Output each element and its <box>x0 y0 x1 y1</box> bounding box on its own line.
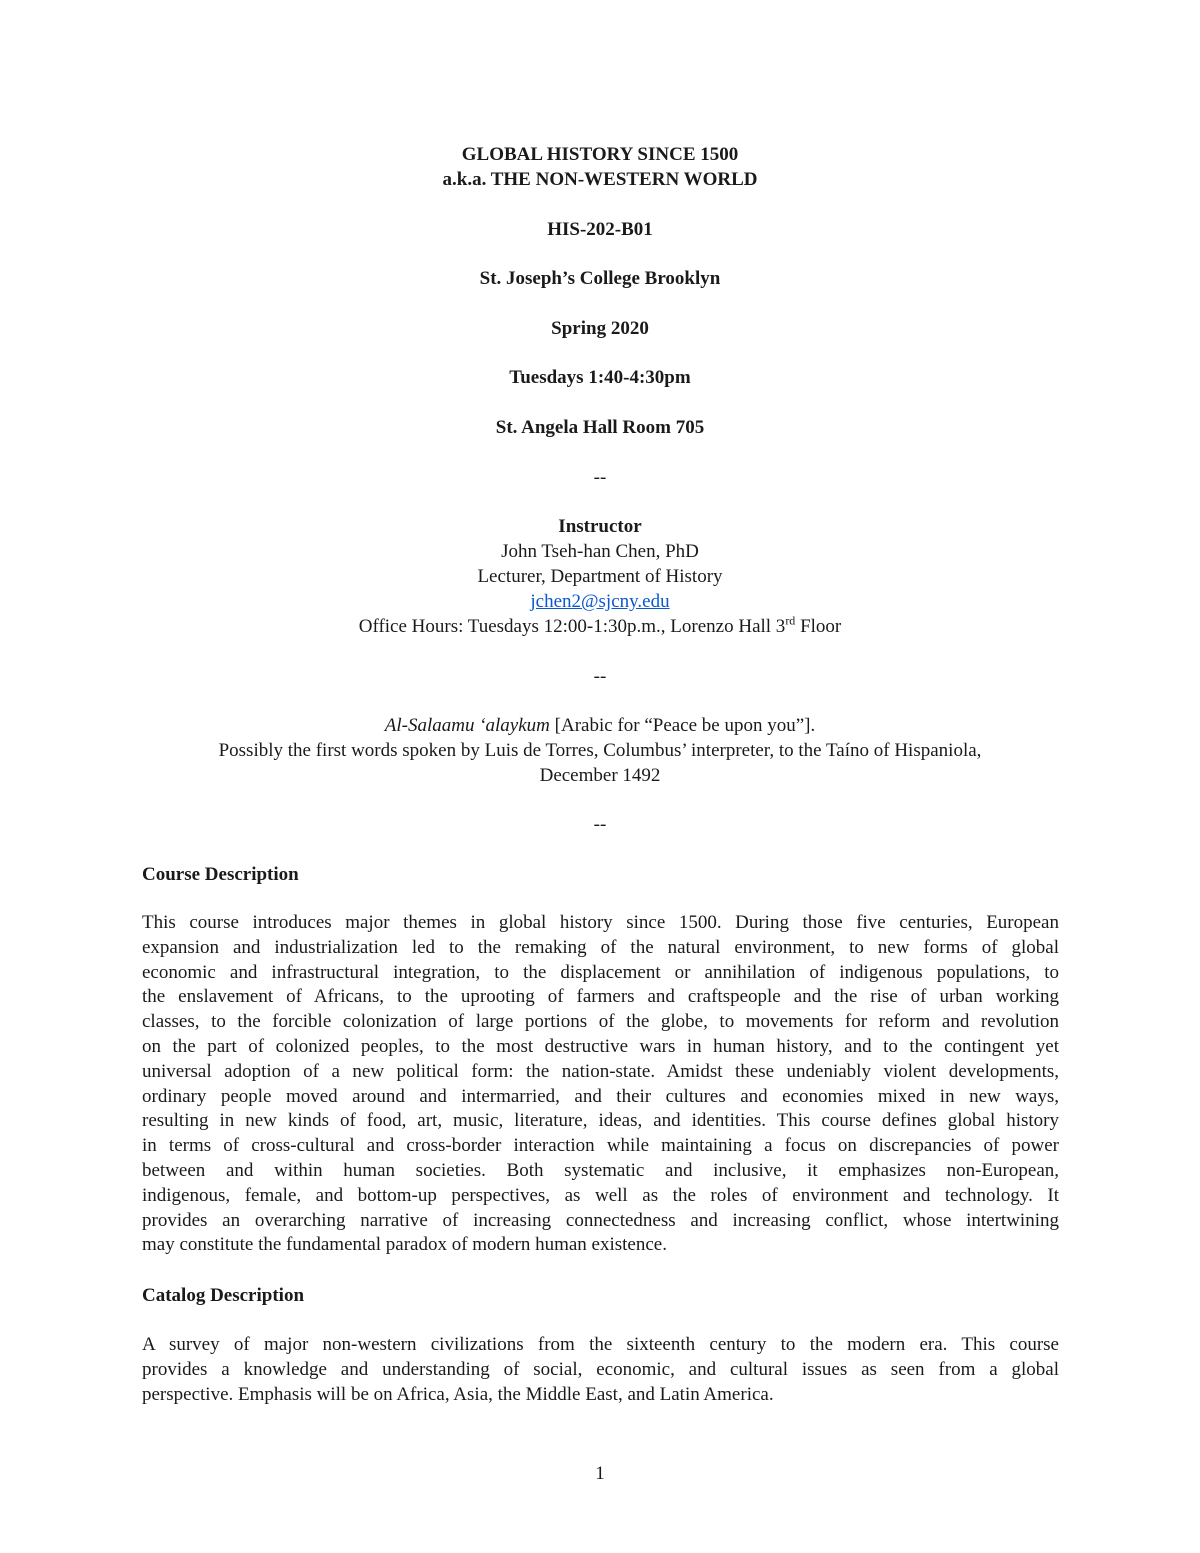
paragraph-line: A survey of major non-western civilizations from the sixteenth century to the modern era. This course <box>142 1334 1059 1355</box>
epigraph-translation: [Arabic for “Peace be upon you”]. <box>549 715 816 736</box>
paragraph-line: between and within human societies. Both systematic and inclusive, it emphasizes non-European, <box>142 1159 1059 1181</box>
course-title: GLOBAL HISTORY SINCE 1500 <box>461 144 739 165</box>
paragraph-line: resulting in new kinds of food, art, music, literature, ideas, and identities. This course defines global history <box>142 1110 1059 1132</box>
office-hours-superscript: rd <box>785 613 796 628</box>
paragraph-line: may constitute the fundamental paradox of modern human existence. <box>142 1234 667 1256</box>
catalog-description-paragraph <box>142 1333 1059 1407</box>
office-hours-text: Office Hours: Tuesdays 12:00-1:30p.m., Lorenzo Hall 3 <box>358 616 786 637</box>
epigraph-line-1 <box>0 713 1200 738</box>
college-name: St. Joseph’s College Brooklyn <box>479 268 721 289</box>
instructor-email-link[interactable]: jchen2@sjcny.edu <box>530 591 670 612</box>
instructor-heading: Instructor <box>558 516 642 537</box>
office-hours <box>0 614 1200 639</box>
paragraph-line: indigenous, female, and bottom-up perspectives, as well as the roles of environment and technology. It <box>142 1184 1059 1206</box>
paragraph-line: ordinary people moved around and intermarried, and their cultures and economies mixed in new ways, <box>142 1085 1059 1107</box>
paragraph-line: provides an overarching narrative of increasing connectedness and increasing conflict, whose intertwining <box>142 1209 1059 1231</box>
paragraph-line: perspective. Emphasis will be on Africa, Asia, the Middle East, and Latin America. <box>142 1383 774 1405</box>
paragraph-line: provides a knowledge and understanding of social, economic, and cultural issues as seen from a global <box>142 1358 1059 1380</box>
paragraph-line: classes, to the forcible colonization of large portions of the globe, to movements for reform and revolution <box>142 1011 1059 1033</box>
epigraph-line-2: Possibly the first words spoken by Luis de Torres, Columbus’ interpreter, to the Taíno of Hispaniola, <box>218 740 982 761</box>
paragraph-line: This course introduces major themes in global history since 1500. During those five centuries, European <box>142 912 1059 933</box>
instructor-position: Lecturer, Department of History <box>477 566 723 587</box>
paragraph-line: on the part of colonized peoples, to the most destructive wars in human history, and to the contingent yet <box>142 1035 1059 1057</box>
course-subtitle: a.k.a. THE NON-WESTERN WORLD <box>442 169 758 190</box>
separator: -- <box>593 467 607 488</box>
course-code: HIS-202-B01 <box>547 219 653 240</box>
epigraph-line-3: December 1492 <box>539 765 661 786</box>
class-room: St. Angela Hall Room 705 <box>495 417 705 438</box>
paragraph-line: economic and infrastructural integration, to the displacement or annihilation of indigenous populations, to <box>142 961 1059 983</box>
paragraph-line: in terms of cross-cultural and cross-border interaction while maintaining a focus on discrepancies of power <box>142 1135 1059 1157</box>
term: Spring 2020 <box>551 318 649 339</box>
separator: -- <box>593 666 607 687</box>
separator: -- <box>593 814 607 835</box>
catalog-description-heading: Catalog Description <box>142 1285 305 1306</box>
paragraph-line: expansion and industrialization led to the remaking of the natural environment, to new forms of global <box>142 936 1059 958</box>
class-schedule: Tuesdays 1:40-4:30pm <box>509 367 691 388</box>
paragraph-line: the enslavement of Africans, to the uprooting of farmers and craftspeople and the rise of urban working <box>142 986 1059 1008</box>
epigraph-phrase: Al-Salaamu ‘alaykum <box>384 715 550 736</box>
course-description-heading: Course Description <box>142 864 299 885</box>
instructor-email-line <box>0 589 1200 614</box>
page-number: 1 <box>595 1463 605 1484</box>
course-description-paragraph <box>142 911 1059 1258</box>
office-hours-suffix: Floor <box>795 616 842 637</box>
instructor-name: John Tseh-han Chen, PhD <box>501 541 699 562</box>
paragraph-line: universal adoption of a new political form: the nation-state. Amidst these undeniably violent developments, <box>142 1060 1059 1082</box>
